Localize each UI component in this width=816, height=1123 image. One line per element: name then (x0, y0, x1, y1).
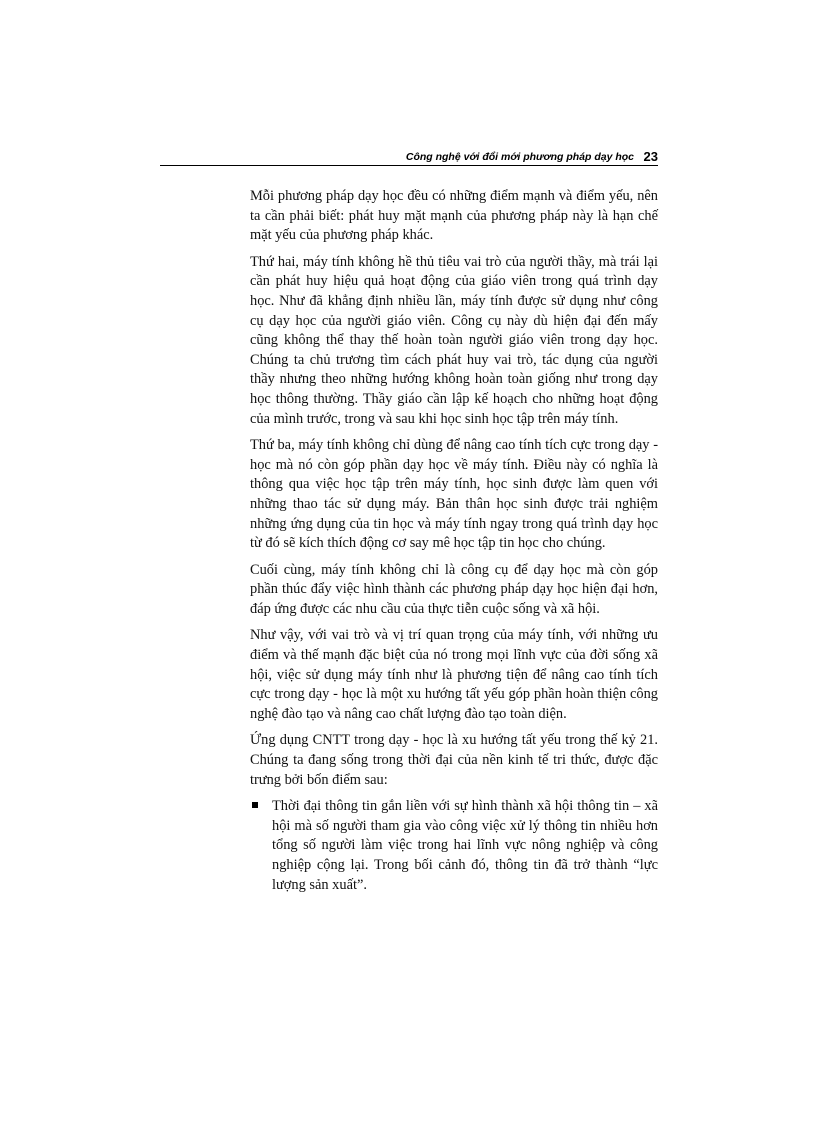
paragraph: Như vậy, với vai trò và vị trí quan trọng của máy tính, với những ưu điểm và thế mạnh đặc biệt của nó trong mọi lĩnh vực của đời sống xã hội, việc sử dụng máy tính như là phương tiện để nâng cao tính tích cực trong dạy - học là một xu hướng tất yếu góp phần hoàn thiện công nghệ đào tạo và nâng cao chất lượng đào tạo toàn diện. (250, 627, 658, 722)
list-item-text: Thời đại thông tin gắn liền với sự hình thành xã hội thông tin – xã hội mà số người tham gia vào công việc xử lý thông tin nhiều hơn tổng số người làm việc trong hai lĩnh vực nông nghiệp và công nghiệp cộng lại. Trong bối cảnh đó, thông tin đã trở thành “lực lượng sản xuất”. (272, 798, 658, 893)
square-bullet-icon (252, 802, 258, 808)
body-text (250, 187, 658, 895)
paragraph: Cuối cùng, máy tính không chỉ là công cụ để dạy học mà còn góp phần thúc đẩy việc hình thành các phương pháp dạy học hiện đại hơn, đáp ứng được các nhu cầu của thực tiễn cuộc sống và xã hội. (250, 561, 658, 617)
paragraph: Thứ hai, máy tính không hề thủ tiêu vai trò của người thầy, mà trái lại cần phát huy hiệu quả hoạt động của giáo viên trong quá trình dạy học. Như đã khẳng định nhiều lần, máy tính được sử dụng như công cụ dạy học của người giáo viên. Công cụ này dù hiện đại đến mấy cũng không thể thay thế hoàn toàn người giáo viên trong dạy học. Chúng ta chủ trương tìm cách phát huy vai trò, tác dụng của người thầy nhưng theo những hướng không hoàn toàn giống như trong dạy học thông thường. Thầy giáo cần lập kế hoạch cho những hoạt động của mình trước, trong và sau khi học sinh học tập trên máy tính. (250, 253, 658, 427)
header-title: Công nghệ với đổi mới phương pháp dạy học (405, 151, 634, 163)
page-number: 23 (643, 149, 658, 164)
paragraph: Thứ ba, máy tính không chỉ dùng để nâng cao tính tích cực trong dạy - học mà nó còn góp phần dạy học về máy tính. Điều này có nghĩa là thông qua việc học tập trên máy tính, học sinh được làm quen với những thao tác sử dụng máy. Bản thân học sinh được trải nghiệm những ứng dụng của tin học và máy tính ngay trong quá trình dạy học từ đó sẽ kích thích động cơ say mê học tập tin học cho chúng. (250, 437, 658, 552)
list-item (250, 797, 658, 895)
paragraph: Mỗi phương pháp dạy học đều có những điểm mạnh và điểm yếu, nên ta cần phải biết: phát huy mặt mạnh của phương pháp này là hạn chế mặt yếu của phương pháp khác. (250, 188, 658, 244)
paragraph: Ứng dụng CNTT trong dạy - học là xu hướng tất yếu trong thế kỷ 21. Chúng ta đang sống trong thời đại của nền kinh tế tri thức, được đặc trưng bởi bốn điểm sau: (250, 732, 658, 788)
running-header (160, 147, 658, 166)
bullet-list (250, 797, 658, 895)
